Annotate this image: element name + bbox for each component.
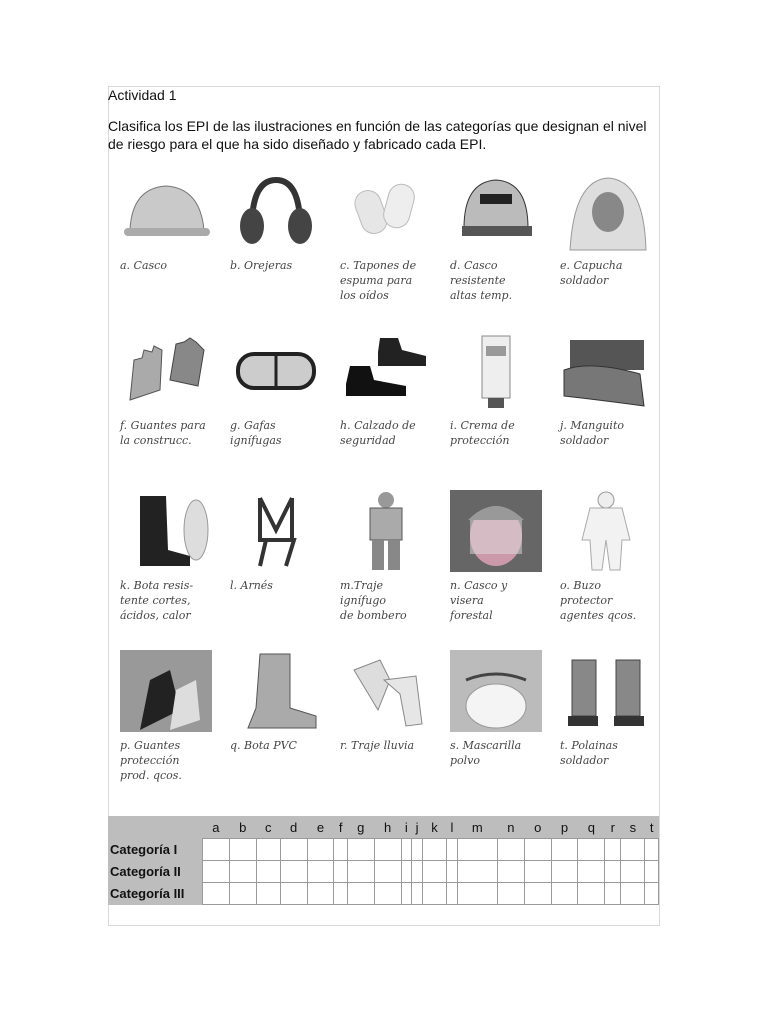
column-letter: n [507,819,515,835]
answer-box[interactable] [422,861,446,883]
ppe-item [332,650,442,810]
answer-box[interactable] [447,839,458,861]
ppe-item [332,170,442,330]
answer-box[interactable] [578,839,605,861]
answer-box[interactable] [447,861,458,883]
earplugs-icon [340,170,432,252]
answer-box[interactable] [524,839,551,861]
column-letter: r [610,819,615,835]
answer-box[interactable] [497,839,524,861]
ppe-item [552,490,662,650]
safety-shoes-icon [340,330,432,412]
answer-box[interactable] [497,861,524,883]
ppe-item [112,490,222,650]
answer-box[interactable] [347,883,374,905]
column-letter: l [450,819,454,835]
cream-tube-icon [450,330,542,412]
category-row [108,839,659,861]
answer-box[interactable] [524,883,551,905]
visor-helmet-icon [450,490,542,572]
ppe-item-caption: o. Buzo protector agentes qcos. [560,579,637,622]
answer-box[interactable] [645,883,659,905]
ppe-item [442,650,552,810]
firefighter-suit-icon [340,490,432,572]
ppe-item-caption: n. Casco y visera forestal [450,579,508,622]
answer-box[interactable] [457,861,497,883]
ppe-item-caption: r. Traje lluvia [340,739,415,752]
answer-box[interactable] [621,861,645,883]
ppe-item-caption: d. Casco resistente altas temp. [450,259,513,302]
ppe-item-caption: t. Polainas soldador [560,739,618,767]
answer-box[interactable] [457,883,497,905]
answer-box[interactable] [457,839,497,861]
ppe-item [112,650,222,810]
answer-box[interactable] [374,861,401,883]
answer-box[interactable] [422,883,446,905]
ppe-item-caption: k. Bota resis- tente cortes, ácidos, calor [120,579,194,622]
corner-cell [108,816,203,839]
answer-box[interactable] [347,839,374,861]
column-letter: t [649,819,654,835]
answer-box[interactable] [374,839,401,861]
answer-box[interactable] [645,839,659,861]
answer-box[interactable] [551,861,578,883]
answer-box[interactable] [578,861,605,883]
answer-box[interactable] [447,883,458,905]
work-gloves-icon [120,330,212,412]
ppe-item-caption: m.Traje ignífugo de bombero [340,579,407,622]
chemical-gloves-icon [120,650,212,732]
column-letter: a [212,819,220,835]
category-row [108,861,659,883]
answer-box[interactable] [551,883,578,905]
answer-box[interactable] [229,861,256,883]
ppe-item-caption: p. Guantes protección prod. qcos. [120,739,182,782]
ppe-item [552,330,662,490]
answer-box[interactable] [280,839,307,861]
answer-box[interactable] [621,883,645,905]
ppe-item [222,490,332,650]
ppe-item-caption: f. Guantes para la construcc. [120,419,206,447]
welding-gaiters-icon [560,650,652,732]
column-letter: f [338,819,343,835]
answer-box[interactable] [280,861,307,883]
column-letter: h [383,819,392,835]
earmuffs-icon [230,170,322,252]
ppe-item [222,650,332,810]
rain-suit-icon [340,650,432,732]
answer-box[interactable] [645,861,659,883]
column-letter: b [239,819,247,835]
answer-box[interactable] [256,861,280,883]
harness-icon [230,490,322,572]
ppe-item [222,170,332,330]
answer-box[interactable] [203,883,230,905]
answer-box[interactable] [256,883,280,905]
activity-title: Actividad 1 [108,87,177,103]
coverall-icon [560,490,652,572]
answer-box[interactable] [412,861,423,883]
ppe-item [552,650,662,810]
column-letter: g [357,819,365,835]
answer-box[interactable] [374,883,401,905]
resistant-boot-icon [120,490,212,572]
ppe-item [442,170,552,330]
ppe-item-caption: j. Manguito soldador [560,419,624,447]
answer-box[interactable] [307,839,334,861]
ppe-item [442,330,552,490]
answer-box[interactable] [401,861,412,883]
ppe-item [112,170,222,330]
column-letter: i [404,819,408,835]
answer-box[interactable] [551,839,578,861]
ppe-item [552,170,662,330]
column-letter: q [587,819,595,835]
answer-box[interactable] [203,861,230,883]
answer-box[interactable] [401,883,412,905]
answer-box[interactable] [280,883,307,905]
answer-box[interactable] [334,839,347,861]
answer-box[interactable] [621,839,645,861]
column-letter: o [534,819,542,835]
ppe-item [332,330,442,490]
pvc-boot-icon [230,650,322,732]
category-label: Categoría III [110,886,185,901]
answer-box[interactable] [412,839,423,861]
category-label: Categoría II [110,864,181,879]
goggles-icon [230,330,322,412]
column-letter: d [290,819,298,835]
ppe-item-caption: i. Crema de protección [450,419,515,447]
column-letter: m [471,819,483,835]
ppe-item-caption: q. Bota PVC [230,739,297,752]
answer-box[interactable] [307,861,334,883]
column-letter: s [629,819,637,835]
column-letter: k [431,819,438,835]
answer-box[interactable] [256,839,280,861]
answer-box[interactable] [229,883,256,905]
column-letter: c [264,819,272,835]
dust-mask-icon [450,650,542,732]
ppe-item [442,490,552,650]
ppe-item [332,490,442,650]
answer-box[interactable] [334,883,347,905]
answer-box[interactable] [422,839,446,861]
answer-box[interactable] [347,861,374,883]
hard-hat-icon [120,170,212,252]
ppe-item-caption: c. Tapones de espuma para los oídos [340,259,417,302]
answer-box[interactable] [229,839,256,861]
answer-box[interactable] [605,839,621,861]
answer-box[interactable] [334,861,347,883]
answer-box[interactable] [524,861,551,883]
answer-box[interactable] [578,883,605,905]
instructions-text: Clasifica los EPI de las ilustraciones en función de las categorías que designan el nivel de riesgo para el que ha sido diseñado y fabricado cada EPI. [108,118,647,152]
welding-hood-icon [560,170,652,252]
column-letter: e [316,819,325,835]
column-letter: p [560,819,569,835]
column-letter: j [415,819,419,835]
ppe-item-caption: h. Calzado de seguridad [340,419,416,447]
ppe-item-caption: e. Capucha soldador [560,259,623,287]
category-row [108,883,659,905]
ppe-item-caption: a. Casco [120,259,167,272]
ppe-item-caption: s. Mascarilla polvo [450,739,522,767]
welding-sleeve-icon [560,330,652,412]
answer-box[interactable] [203,839,230,861]
category-label: Categoría I [110,842,178,857]
fire-helmet-icon [450,170,542,252]
ppe-item-caption: g. Gafas ignífugas [230,419,282,447]
answer-box[interactable] [497,883,524,905]
answer-box[interactable] [605,861,621,883]
letters-header-row [108,816,659,839]
ppe-item [222,330,332,490]
answer-box[interactable] [307,883,334,905]
ppe-item-caption: l. Arnés [230,579,273,592]
answer-box[interactable] [401,839,412,861]
answer-box[interactable] [605,883,621,905]
ppe-item-caption: b. Orejeras [230,259,293,272]
ppe-illustrations-grid [112,170,660,815]
ppe-item [112,330,222,490]
classification-table [108,816,659,905]
answer-box[interactable] [412,883,423,905]
